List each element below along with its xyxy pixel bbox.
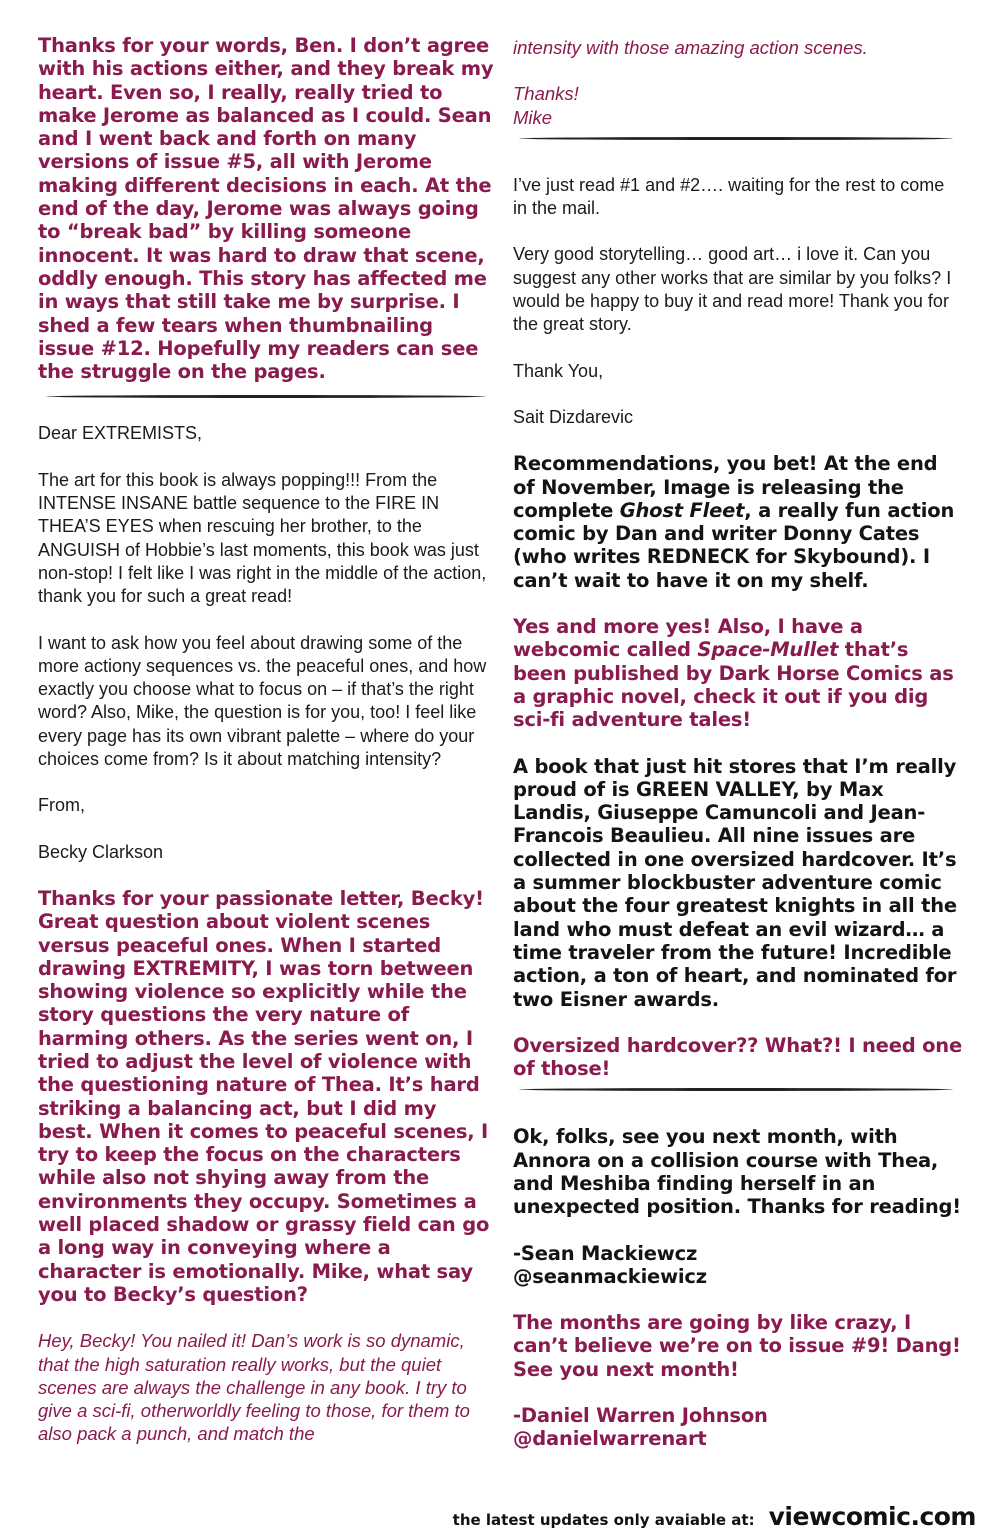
right-column bbox=[513, 36, 963, 1451]
artist-handle: @danielwarrenart bbox=[513, 1427, 707, 1451]
reply-to-ben: Thanks for your words, Ben. I don’t agree with his actions either, and they break my heart. Even so, I really, really tried to make Jerome as balanced as I could. Sean and I went back and forth on many versions of issue #5, all with Jerome making different decisions in each. At the end of the day, Jerome was always going to “break bad” by killing someone innocent. It was hard to draw that scene, oddly enough. This story has affected me in ways that still take me by surprise. I shed a few tears when thumbnailing issue #12. Hopefully my readers can see the struggle on the pages. bbox=[38, 34, 494, 384]
letter-paragraph: I want to ask how you feel about drawing some of the more actiony sequences vs. the peaceful ones, and how exactly you choose what to focus on – if that’s the right word? Also, Mike, the question is for you, too! I feel like every page has its own vibrant palette – where do your choices come from? Is it about matching intensity? bbox=[38, 632, 487, 770]
green-valley-recommendation: A book that just hit stores that I’m really proud of is GREEN VALLEY, by Max Landis, Giuseppe Camuncoli and Jean-Francois Beaulieu. All nine issues are collected in one oversized hardcover. It’s a summer blockbuster adventure comic about the four greatest knights in all the land who must defeat an evil wizard… a time traveler from the future! Incredible action, a ton of heart, and nominated for two Eisner awards. bbox=[513, 754, 957, 1011]
left-column bbox=[38, 34, 494, 1446]
artist-hardcover-reply: Oversized hardcover?? What?! I need one of those! bbox=[513, 1033, 962, 1081]
letter-signature: Becky Clarkson bbox=[38, 841, 164, 862]
book-title: Ghost Fleet bbox=[619, 498, 745, 522]
letter-salutation: Dear EXTREMISTS, bbox=[38, 423, 203, 444]
editor-recommendation: Recommendations, you bet! At the end of November, Image is releasing the complete Ghost Fleet, a really fun action comic by Dan and writer Donny Cates (who writes REDNECK for Skybound). I can’t wait to have it on my shelf. bbox=[513, 452, 955, 592]
footer-note: the latest updates only avaiable at: bbox=[452, 1511, 755, 1529]
editor-name: -Sean Mackiewcz bbox=[513, 1241, 698, 1265]
site-brand: viewcomic.com bbox=[768, 1502, 976, 1531]
letter-paragraph: Very good storytelling… good art… i love it. Can you suggest any other works that are similar by you folks? I would be happy to buy it and read more! Thank you for the great story. bbox=[513, 244, 952, 335]
letter-paragraph: The art for this book is always popping!!! From the INTENSE INSANE battle sequence to the FIRE IN THEA’S EYES when rescuing her brother, to the ANGUISH of Hobbie’s last moments, this book was just non-stop! I felt like I was right in the middle of the action, thank you for such a great read! bbox=[38, 469, 487, 607]
artist-recommendation: Yes and more yes! Also, I have a webcomic called Space-Mullet that’s been published by Dark Horse Comics as a graphic novel, check it out if you dig sci-fi adventure tales! bbox=[513, 615, 954, 732]
section-divider bbox=[46, 395, 486, 398]
colorist-reply: Hey, Becky! You nailed it! Dan’s work is so dynamic, that the high saturation really works, but the quiet scenes are always the challenge in any book. I try to give a sci-fi, otherworldly feeling to those, for them to also pack a punch, and match the bbox=[38, 1330, 470, 1445]
colorist-name: Mike bbox=[513, 106, 553, 128]
book-title: Space-Mullet bbox=[697, 638, 839, 662]
colorist-reply-continued: intensity with those amazing action scenes. bbox=[513, 37, 868, 58]
letter-signature: Sait Dizdarevic bbox=[513, 406, 634, 427]
editor-signoff: Ok, folks, see you next month, with Annora on a collision course with Thea, and Meshiba finding herself in an unexpected position. Thanks for reading! bbox=[513, 1125, 961, 1219]
artist-signoff: The months are going by like crazy, I can’t believe we’re on to issue #9! Dang! See you next month! bbox=[513, 1311, 961, 1381]
footer-watermark bbox=[453, 1502, 976, 1531]
artist-name: -Daniel Warren Johnson bbox=[513, 1404, 768, 1428]
colorist-thanks: Thanks! bbox=[513, 83, 579, 105]
editor-handle: @seanmackiewicz bbox=[513, 1264, 707, 1288]
letter-closing: From, bbox=[38, 795, 85, 816]
letter-paragraph: I’ve just read #1 and #2…. waiting for the rest to come in the mail. bbox=[513, 174, 945, 219]
letter-closing: Thank You, bbox=[513, 360, 604, 381]
section-divider bbox=[519, 1088, 953, 1091]
reply-to-becky: Thanks for your passionate letter, Becky! Great question about violent scenes versus peaceful ones. When I started drawing EXTREMITY, I was torn between showing violence so explicitly while the story questions the very nature of harming others. As the series went on, I tried to adjust the level of violence with the questioning nature of Thea. It’s hard striking a balancing act, but I did my best. When it comes to peaceful scenes, I try to keep the focus on the characters while also not shying away from the environments they occupy. Sometimes a well placed shadow or grassy field can go a long way in conveying where a character is emotionally. Mike, what say you to Becky’s question? bbox=[38, 886, 490, 1306]
section-divider bbox=[519, 137, 953, 140]
